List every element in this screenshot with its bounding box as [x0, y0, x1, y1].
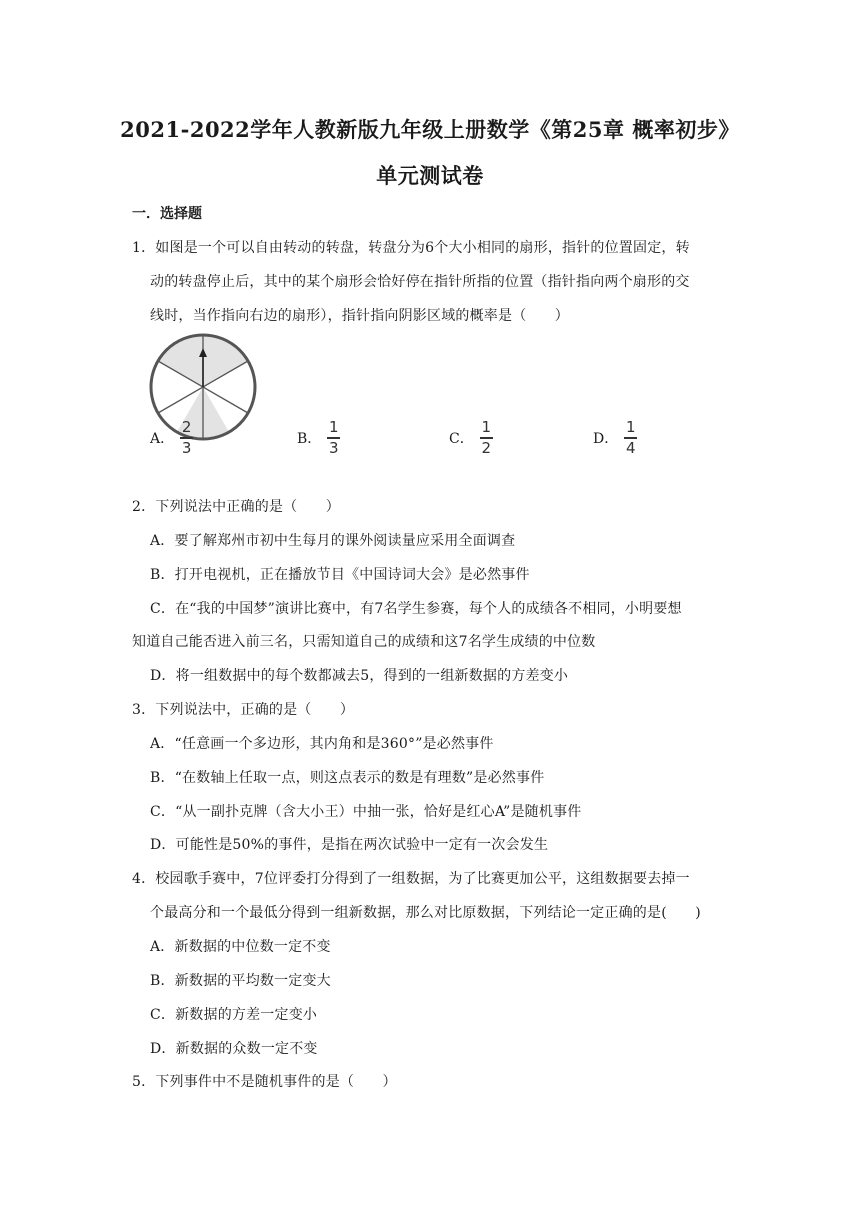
q3-stem: 3．下列说法中，正确的是（ ） — [132, 702, 355, 718]
q5-stem: 5．下列事件中不是随机事件的是（ ） — [132, 1074, 397, 1090]
q3-option-b: B．“在数轴上任取一点，则这点表示的数是有理数”是必然事件 — [150, 770, 545, 786]
q4-line-2: 个最高分和一个最低分得到一组新数据，那么对比原数据，下列结论一定正确的是( ) — [150, 905, 701, 921]
q1-line-1: 1．如图是一个可以自由转动的转盘，转盘分为6个大小相同的扇形，指针的位置固定，转 — [132, 240, 690, 256]
q3-option-c: C．“从一副扑克牌（含大小王）中抽一张，恰好是红心A”是随机事件 — [150, 804, 582, 820]
q1-option-b: B． $\frac{1}{3}$ — [297, 418, 339, 457]
shaded-sector — [158, 335, 203, 387]
q4-option-d: D．新数据的众数一定不变 — [150, 1041, 318, 1057]
shaded-sector — [203, 335, 248, 387]
section-heading: 一．选择题 — [132, 206, 202, 222]
q4-option-c: C．新数据的方差一定变小 — [150, 1007, 318, 1023]
q4-option-b: B．新数据的平均数一定变大 — [150, 973, 331, 989]
title-line-1: 2021-2022学年人教新版九年级上册数学《第25章 概率初步》 — [120, 117, 740, 142]
q1-option-a: A． $\frac{2}{3}$ — [150, 418, 192, 457]
q2-option-c: C．在“我的中国梦”演讲比赛中，有7名学生参赛，每个人的成绩各不相同，小明要想 — [150, 601, 682, 617]
q4-line-1: 4．校园歌手赛中，7位评委打分得到了一组数据，为了比赛更加公平，这组数据要去掉一 — [132, 871, 690, 887]
q2-option-b: B．打开电视机，正在播放节目《中国诗词大会》是必然事件 — [150, 567, 530, 583]
q3-option-a: A．“任意画一个多边形，其内角和是360°”是必然事件 — [150, 736, 494, 752]
q2-stem: 2．下列说法中正确的是（ ） — [132, 499, 340, 515]
title-line-2: 单元测试卷 — [376, 163, 484, 188]
q4-option-a: A．新数据的中位数一定不变 — [150, 939, 331, 955]
q2-option-a: A．要了解郑州市初中生每月的课外阅读量应采用全面调查 — [150, 533, 516, 549]
q1-option-c: C． $\frac{1}{2}$ — [449, 418, 491, 457]
q1-line-2: 动的转盘停止后，其中的某个扇形会恰好停在指针所指的位置（指针指向两个扇形的交 — [150, 274, 690, 290]
q1-option-d: D． $\frac{1}{4}$ — [593, 418, 636, 457]
q2-option-c-cont: 知道自己能否进入前三名，只需知道自己的成绩和这7名学生成绩的中位数 — [132, 634, 596, 650]
q3-option-d: D．可能性是50%的事件，是指在两次试验中一定有一次会发生 — [150, 837, 549, 853]
q2-option-d: D．将一组数据中的每个数都减去5，得到的一组新数据的方差变小 — [150, 668, 569, 684]
q1-line-3: 线时，当作指向右边的扇形），指针指向阴影区域的概率是（ ） — [150, 308, 569, 324]
